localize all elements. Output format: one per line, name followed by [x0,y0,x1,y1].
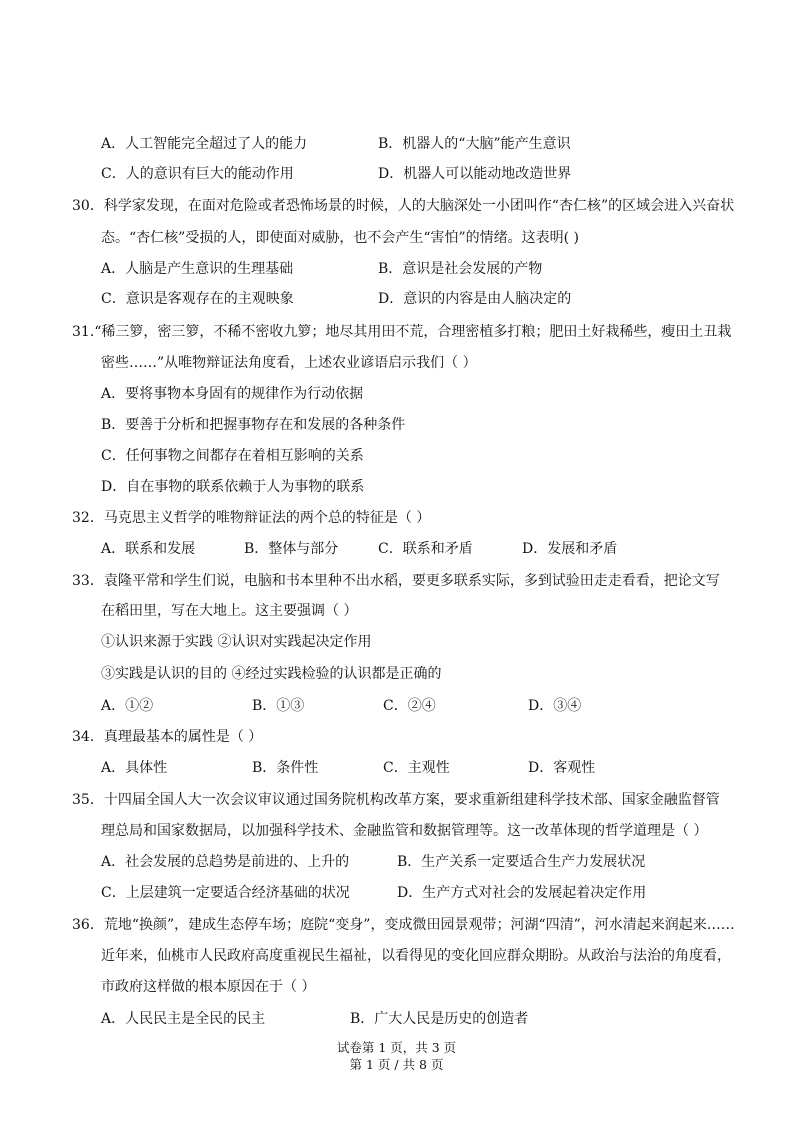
q29-option-b: B．机器人的“大脑”能产生意识 [378,136,571,152]
q35-option-b: B．生产关系一定要适合生产力发展状况 [397,854,646,870]
q30-stem-line-1: 30．科学家发现，在面对危险或者恐怖场景的时候，人的大脑深处一小团叫作“杏仁核”的区域会进入兴奋状 [72,198,735,214]
q36-stem-line-2: 近年来，仙桃市人民政府高度重视民生福祉，以看得见的变化回应群众期盼。从政治与法治的角度看， [101,948,731,964]
q33-option-c: C．②④ [383,698,436,714]
q32-option-b: B．整体与部分 [244,541,339,557]
page-footer-exam: 试卷第 1 页，共 3 页 [336,1040,457,1055]
q36-option-a: A．人民民主是全民的民主 [101,1011,266,1027]
q34-option-c: C．主观性 [383,760,450,776]
q29-option-c: C．人的意识有巨大的能动作用 [101,166,294,182]
q35-stem-line-1: 35．十四届全国人大一次会议审议通过国务院机构改革方案，要求重新组建科学技术部、国家金融监督管 [72,792,720,808]
q30-stem-line-2: 态。“杏仁核”受损的人，即使面对威胁，也不会产生“害怕”的情绪。这表明( ) [101,230,580,246]
q33-stem-line-2: 在稻田里，写在大地上。这主要强调（ ） [101,603,358,619]
q36-stem-line-3: 市政府这样做的根本原因在于（ ） [101,979,316,995]
q30-option-b: B．意识是社会发展的产物 [378,261,543,277]
q33-items-1-2: ①认识来源于实践 ②认识对实践起决定作用 [101,634,372,650]
q31-stem-line-1: 31.“稀三箩，密三箩，不稀不密收九箩；地尽其用田不荒，合理密植多打粮；肥田土好栽稀些，瘦田土丑栽 [72,324,732,340]
q31-option-d: D．自在事物的联系依赖于人为事物的联系 [101,479,365,495]
q30-option-d: D．意识的内容是由人脑决定的 [378,291,572,307]
q29-option-a: A．人工智能完全超过了人的能力 [101,136,308,152]
q32-option-c: C．联系和矛盾 [378,541,473,557]
q32-stem: 32．马克思主义哲学的唯物辩证法的两个总的特征是（ ） [72,510,431,526]
q34-option-a: A．具体性 [101,760,168,776]
q35-stem-line-2: 理总局和国家数据局，以加强科学技术、金融监管和数据管理等。这一改革体现的哲学道理是（ ） [101,823,708,839]
q32-option-d: D．发展和矛盾 [522,541,618,557]
q34-option-b: B．条件性 [252,760,319,776]
page-footer-pages: 第 1 页 / 共 8 页 [349,1057,444,1072]
q33-items-3-4: ③实践是认识的目的 ④经过实践检验的认识都是正确的 [101,666,442,682]
q31-stem-line-2: 密些……”从唯物辩证法角度看，上述农业谚语启示我们（ ） [101,355,477,371]
q33-option-d: D．③④ [528,698,582,714]
q36-option-b: B．广大人民是历史的创造者 [350,1011,529,1027]
q32-option-a: A．联系和发展 [101,541,196,557]
q33-option-b: B．①③ [252,698,305,714]
q34-stem: 34．真理最基本的属性是（ ） [72,729,263,745]
q31-option-a: A．要将事物本身固有的规律作为行动依据 [101,386,364,402]
q35-option-d: D．生产方式对社会的发展起着决定作用 [397,885,647,901]
q29-option-d: D．机器人可以能动地改造世界 [378,166,572,182]
q35-option-a: A．社会发展的总趋势是前进的、上升的 [101,854,350,870]
q33-stem-line-1: 33．袁隆平常和学生们说，电脑和书本里种不出水稻，要更多联系实际，多到试验田走走看看，把论文写 [72,573,720,589]
q31-option-c: C．任何事物之间都存在着相互影响的关系 [101,448,364,464]
q30-option-a: A．人脑是产生意识的生理基础 [101,261,294,277]
q35-option-c: C．上层建筑一定要适合经济基础的状况 [101,885,350,901]
q30-option-c: C．意识是客观存在的主观映象 [101,291,294,307]
q34-option-d: D．客观性 [528,760,596,776]
q33-option-a: A．①② [101,698,154,714]
q31-option-b: B．要善于分析和把握事物存在和发展的各种条件 [101,417,406,433]
q36-stem-line-1: 36．荒地“换颜”，建成生态停车场；庭院“变身”，变成微田园景观带；河湖“四清”，河水清起来润起来…… [72,917,735,933]
